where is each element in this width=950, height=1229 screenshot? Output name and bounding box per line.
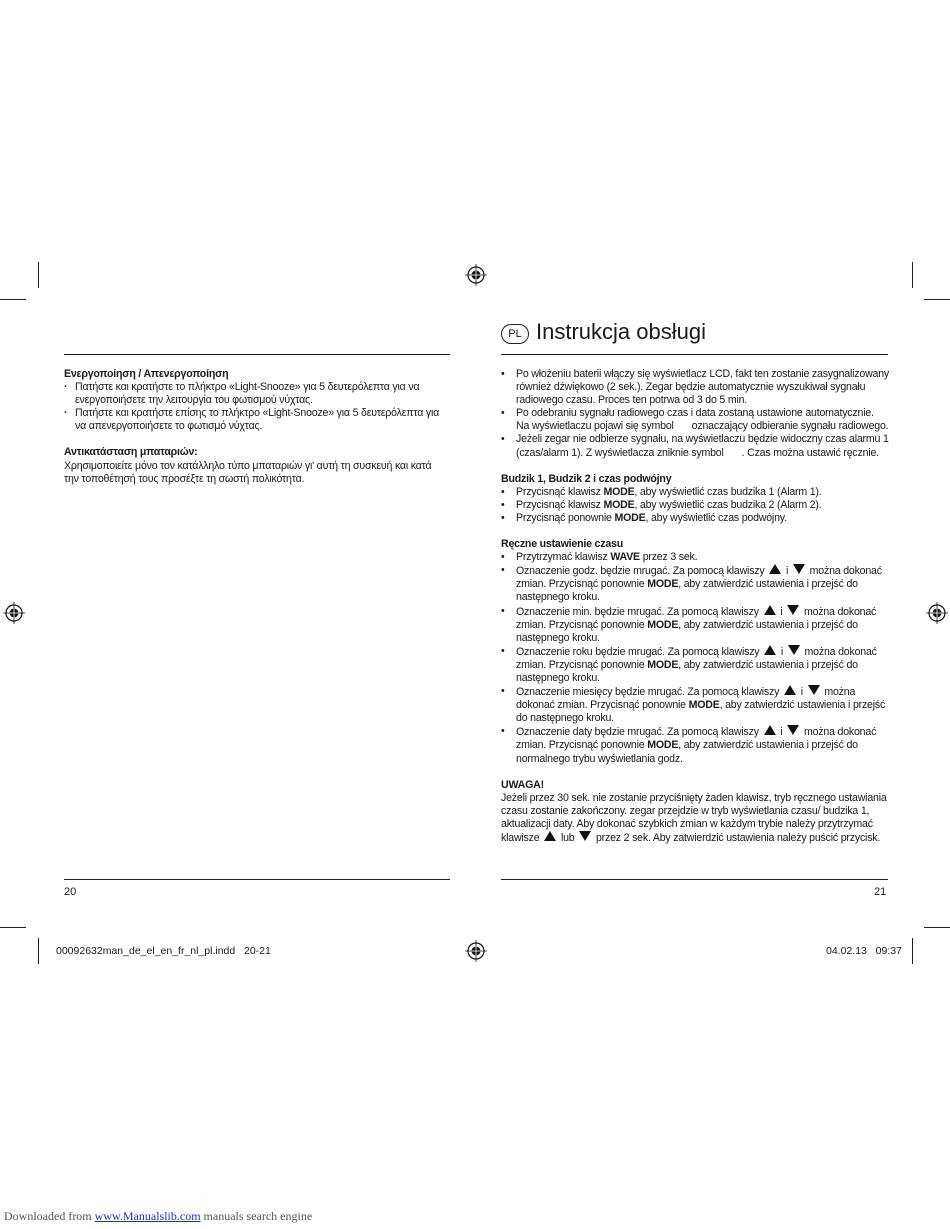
- list-item: • Przycisnąć klawisz MODE, aby wyświetlić czas budzika 1 (Alarm 1).: [501, 486, 889, 499]
- registration-mark-icon: [465, 940, 487, 962]
- arrow-up-icon: [764, 605, 776, 615]
- right-page-content: [501, 368, 889, 845]
- list-item: • Oznaczenie godz. będzie mrugać. Za pomocą klawiszy i można dokonać zmian. Przycisnąć ponownie MODE, aby zatwierdzić ustawienia i przejść do następnego kroku.: [501, 564, 889, 604]
- page-number: 21: [874, 886, 887, 898]
- crop-mark: [924, 299, 950, 300]
- section-title: UWAGA!: [501, 778, 544, 791]
- list-item: • Przytrzymać klawisz WAVE przez 3 sek.: [501, 551, 889, 564]
- registration-mark-icon: [3, 602, 25, 624]
- arrow-down-icon: [788, 645, 800, 655]
- crop-mark: [924, 927, 950, 928]
- list-item: • Po odebraniu sygnału radiowego czas i data zostaną ustawione automatycznie. Na wyświetlaczu pojawi się symbol oznaczający odbieranie sygnału radiowego.: [501, 407, 889, 433]
- bullet-list: [64, 381, 444, 433]
- list-item: • Oznaczenie miesięcy będzie mrugać. Za pomocą klawiszy i można dokonać zmian. Przycisnąć ponownie MODE, aby zatwierdzić ustawienia i przejść do następnego kroku.: [501, 685, 889, 725]
- bullet-list: [501, 486, 889, 525]
- header-rule: [64, 354, 450, 355]
- list-item: • Jeżeli zegar nie odbierze sygnału, na wyświetlaczu będzie widoczny czas alarmu 1 (czas/alarm 1). Z wyświetlacza zniknie symbol . Czas można ustawić ręcznie.: [501, 433, 889, 459]
- arrow-down-icon: [787, 605, 799, 615]
- list-item: • Oznaczenie min. będzie mrugać. Za pomocą klawiszy i można dokonać zmian. Przycisnąć ponownie MODE, aby zatwierdzić ustawienia i przejść do następnego kroku.: [501, 605, 889, 645]
- arrow-up-icon: [544, 831, 556, 841]
- crop-mark: [38, 262, 39, 288]
- paragraph: Jeżeli przez 30 sek. nie zostanie przyciśnięty żaden klawisz, tryb ręcznego ustawiania czasu zostanie zakończony. zegar przejdzie w tryb wyświetlania czasu/ budzika 1, aktualizacji daty. Aby dokonać szybkich zmian w każdym trybie należy przytrzymać klawisze lub przez 2 sek. Aby zatwierdzić ustawienia należy puścić przycisk.: [501, 791, 887, 844]
- download-footer: Downloaded from www.Manualslib.com manuals search engine: [4, 1209, 313, 1223]
- footer-rule: [64, 879, 450, 880]
- manualslib-link[interactable]: www.Manualslib.com: [94, 1209, 201, 1223]
- slug-file-name: 00092632man_de_el_en_fr_nl_pl.indd 20-21: [56, 945, 271, 957]
- language-badge: PL: [501, 324, 529, 344]
- bullet-list: [501, 551, 889, 766]
- list-item: • Oznaczenie roku będzie mrugać. Za pomocą klawiszy i można dokonać zmian. Przycisnąć ponownie MODE, aby zatwierdzić ustawienia i przejść do następnego kroku.: [501, 645, 889, 685]
- section-title: Αντικατάσταση μπαταριών:: [64, 446, 198, 459]
- paragraph: Χρησιμοποιείτε μόνο τον κατάλληλο τύπο μπαταριών γι' αυτή τη συσκευή και κατά την τοποθέτησή τους προσέξτε τη σωστή πολικότητα.: [64, 459, 432, 485]
- registration-mark-icon: [926, 602, 948, 624]
- list-item: • Przycisnąć ponownie MODE, aby wyświetlić czas podwójny.: [501, 512, 889, 525]
- list-item: • Oznaczenie daty będzie mrugać. Za pomocą klawiszy i można dokonać zmian. Przycisnąć ponownie MODE, aby zatwierdzić ustawienia i przejść do normalnego trybu wyświetlania godz.: [501, 725, 889, 765]
- arrow-down-icon: [808, 685, 820, 695]
- slug-date: 04.02.13 09:37: [826, 945, 902, 957]
- arrow-up-icon: [764, 645, 776, 655]
- registration-mark-icon: [465, 264, 487, 286]
- arrow-down-icon: [579, 831, 591, 841]
- crop-mark: [912, 262, 913, 288]
- section-title: Budzik 1, Budzik 2 i czas podwójny: [501, 472, 672, 485]
- bullet-list: [501, 368, 889, 460]
- page-number: 20: [64, 886, 77, 898]
- page-title: Instrukcja obsługi: [536, 319, 706, 344]
- crop-mark: [0, 299, 26, 300]
- arrow-up-icon: [784, 685, 796, 695]
- arrow-down-icon: [787, 725, 799, 735]
- header-rule: [501, 354, 888, 355]
- list-item: · Πατήστε και κρατήστε το πλήκτρο «Light-Snooze» για 5 δευτερόλεπτα για να ενεργοποιήσετε την λειτουργία του φωτισμού νύχτας.: [64, 381, 444, 407]
- list-item: • Przycisnąć klawisz MODE, aby wyświetlić czas budzika 2 (Alarm 2).: [501, 499, 889, 512]
- crop-mark: [912, 938, 913, 964]
- arrow-up-icon: [769, 564, 781, 574]
- arrow-up-icon: [764, 725, 776, 735]
- list-item: · Πατήστε και κρατήστε επίσης το πλήκτρο «Light-Snooze» για 5 δευτερόλεπτα για να απενεργοποιήσετε το φωτισμό νύχτας.: [64, 407, 444, 433]
- left-page-content: [64, 368, 444, 486]
- list-item: • Po włożeniu baterii włączy się wyświetlacz LCD, fakt ten zostanie zasygnalizowany również dźwiękowo (2 sek.). Zegar będzie automatycznie wyszukiwał sygnału radiowego czasu. Proces ten potrwa od 3 do 5 min.: [501, 368, 889, 407]
- crop-mark: [38, 938, 39, 964]
- footer-rule: [501, 879, 888, 880]
- section-title: Ręczne ustawienie czasu: [501, 538, 623, 551]
- arrow-down-icon: [793, 564, 805, 574]
- section-title: Ενεργοποίηση / Απενεργοποίηση: [64, 368, 229, 380]
- crop-mark: [0, 927, 26, 928]
